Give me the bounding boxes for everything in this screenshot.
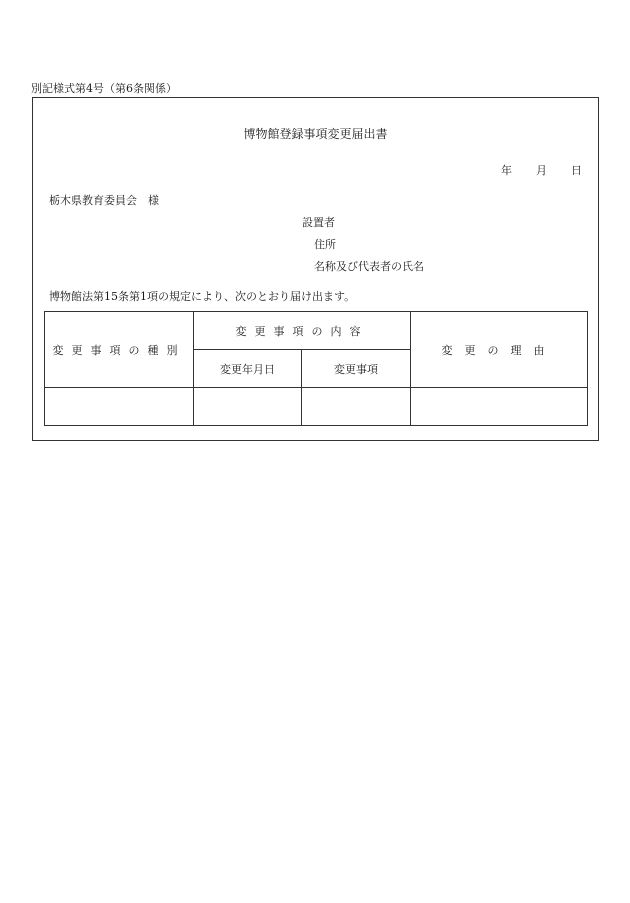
document-title: 博物館登録事項変更届出書: [243, 127, 388, 141]
header-change-content: 変更事項の内容: [194, 312, 411, 350]
founder-label: 設置者: [302, 216, 335, 229]
change-table: [44, 311, 588, 426]
table-row: [45, 388, 588, 426]
address-label: 住所: [314, 238, 336, 251]
header-change-reason: 変更の理由: [411, 312, 588, 388]
date-year-label: 年: [501, 164, 512, 177]
date-month-label: 月: [536, 164, 547, 177]
statement-text: 博物館法第15条第1項の規定により、次のとおり届け出ます。: [49, 290, 356, 303]
cell-change-reason[interactable]: [411, 388, 588, 426]
cell-change-item[interactable]: [302, 388, 411, 426]
header-change-item: 変更事項: [302, 350, 411, 388]
header-change-type: 変更事項の種別: [45, 312, 194, 388]
form-number: 別記様式第4号（第6条関係）: [31, 82, 177, 95]
cell-change-date[interactable]: [194, 388, 302, 426]
addressee: 栃木県教育委員会 様: [49, 194, 159, 207]
table-header-row: [45, 312, 588, 350]
date-line: [477, 162, 582, 178]
cell-change-type[interactable]: [45, 388, 194, 426]
name-label: 名称及び代表者の氏名: [314, 260, 424, 273]
header-change-date: 変更年月日: [194, 350, 302, 388]
date-day-label: 日: [571, 164, 582, 177]
